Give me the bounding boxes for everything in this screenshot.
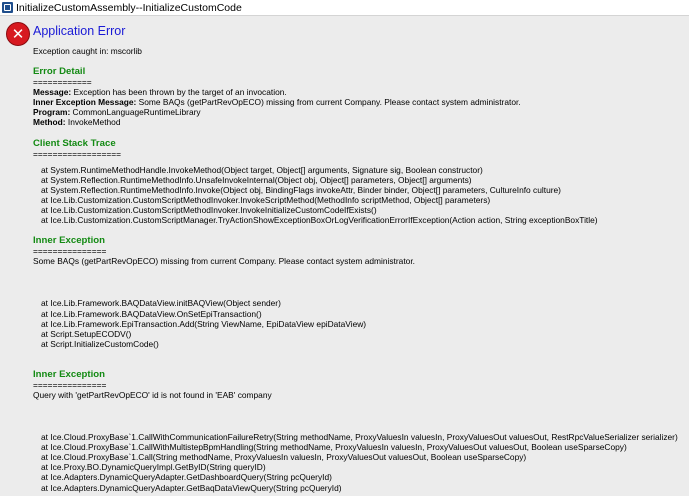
inner-exception-message: Query with 'getPartRevOpECO' id is not found in 'EAB' company <box>33 389 272 400</box>
inner-exception-rule: =============== <box>33 246 107 257</box>
exception-caught-text: Exception caught in: mscorlib <box>33 46 142 56</box>
error-detail-heading: Error Detail <box>33 66 86 78</box>
program-label: Program: <box>33 107 71 118</box>
stack-line: at Ice.Lib.Customization.CustomScriptMethodInvoker.InvokeScriptMethod(MethodInfo scriptMethod, Object[] parameters) <box>41 194 491 205</box>
stack-line: at Ice.Cloud.ProxyBase`1.Call(String methodName, ProxyValuesIn valuesIn, ProxyValuesOut valuesOut, Boolean useSparseCopy) <box>41 452 527 463</box>
stack-line: at System.Reflection.RuntimeMethodInfo.UnsafeInvokeInternal(Object obj, Object[] parameters, Object[] arguments) <box>41 174 472 185</box>
stack-line: at Ice.Adapters.DynamicQueryAdapter.GetBaqDataViewQuery(String pcQueryId) <box>41 482 342 493</box>
inner-exception-message: Some BAQs (getPartRevOpECO) missing from current Company. Please contact system administrator. <box>33 256 415 267</box>
message-value: Exception has been thrown by the target of an invocation. <box>71 87 287 98</box>
stack-line: at Ice.Proxy.BO.DynamicQueryImpl.GetByID(String queryID) <box>41 462 266 473</box>
client-stack-heading: Client Stack Trace <box>33 137 116 149</box>
client-stack-rule: ================== <box>33 148 122 159</box>
error-detail-rule: ============ <box>33 77 92 88</box>
stack-line: at Script.SetupECODV() <box>41 328 132 339</box>
method-row <box>33 117 683 127</box>
inner-exception-rule: =============== <box>33 379 107 390</box>
program-value: CommonLanguageRuntimeLibrary <box>70 107 201 118</box>
stack-line: at System.Reflection.RuntimeMethodInfo.Invoke(Object obj, BindingFlags invokeAttr, Binder binder, Object[] parameters, CultureInfo culture) <box>41 184 561 195</box>
inner-exception-heading: Inner Exception <box>33 368 105 380</box>
program-row <box>33 107 683 117</box>
stack-line: at Ice.Adapters.DynamicQueryAdapter.GetDashboardQuery(String pcQueryId) <box>41 472 332 483</box>
window-titlebar <box>0 0 689 16</box>
inner-exception-heading: Inner Exception <box>33 235 105 247</box>
app-icon <box>2 2 13 13</box>
method-label: Method: <box>33 117 66 128</box>
error-content <box>0 16 689 496</box>
error-icon: ✕ <box>6 22 30 46</box>
inner-message-row <box>33 97 683 107</box>
page-title: Application Error <box>33 24 126 38</box>
stack-line: at Script.InitializeCustomCode() <box>41 338 159 349</box>
stack-line: at Ice.Cloud.ProxyBase`1.CallWithCommunicationFailureRetry(String methodName, ProxyValuesIn valuesIn, ProxyValuesOut valuesOut, RestRpcValueSerializer serializer) <box>41 432 678 443</box>
stack-line: at Ice.Lib.Customization.CustomScriptMethodInvoker.InvokeInitializeCustomCodeIfExists() <box>41 205 377 216</box>
window-title: InitializeCustomAssembly--InitializeCustomCode <box>16 1 242 14</box>
stack-line: at Ice.Lib.Framework.BAQDataView.initBAQView(Object sender) <box>41 298 281 309</box>
message-row <box>33 87 683 97</box>
stack-line: at Ice.Lib.Framework.EpiTransaction.Add(String ViewName, EpiDataView epiDataView) <box>41 318 367 329</box>
inner-message-label: Inner Exception Message: <box>33 97 137 108</box>
stack-line: at Ice.Lib.Customization.CustomScriptManager.TryActionShowExceptionBoxOrLogVerificationErrorIfException(Action action, String exceptionBoxTitle) <box>41 215 598 226</box>
inner-message-value: Some BAQs (getPartRevOpECO) missing from current Company. Please contact system administrator. <box>136 97 521 108</box>
stack-line: at Ice.Cloud.ProxyBase`1.CallWithMultistepBpmHandling(String methodName, ProxyValuesIn valuesIn, ProxyValuesOut valuesOut, Boolean useSparseCopy) <box>41 442 627 453</box>
stack-line: at Ice.Lib.Framework.BAQDataView.OnSetEpiTransaction() <box>41 308 262 319</box>
method-value: InvokeMethod <box>65 117 121 128</box>
message-label: Message: <box>33 87 72 98</box>
error-text-panel <box>33 16 683 493</box>
stack-line: at System.RuntimeMethodHandle.InvokeMethod(Object target, Object[] arguments, Signature sig, Boolean constructor) <box>41 164 483 175</box>
